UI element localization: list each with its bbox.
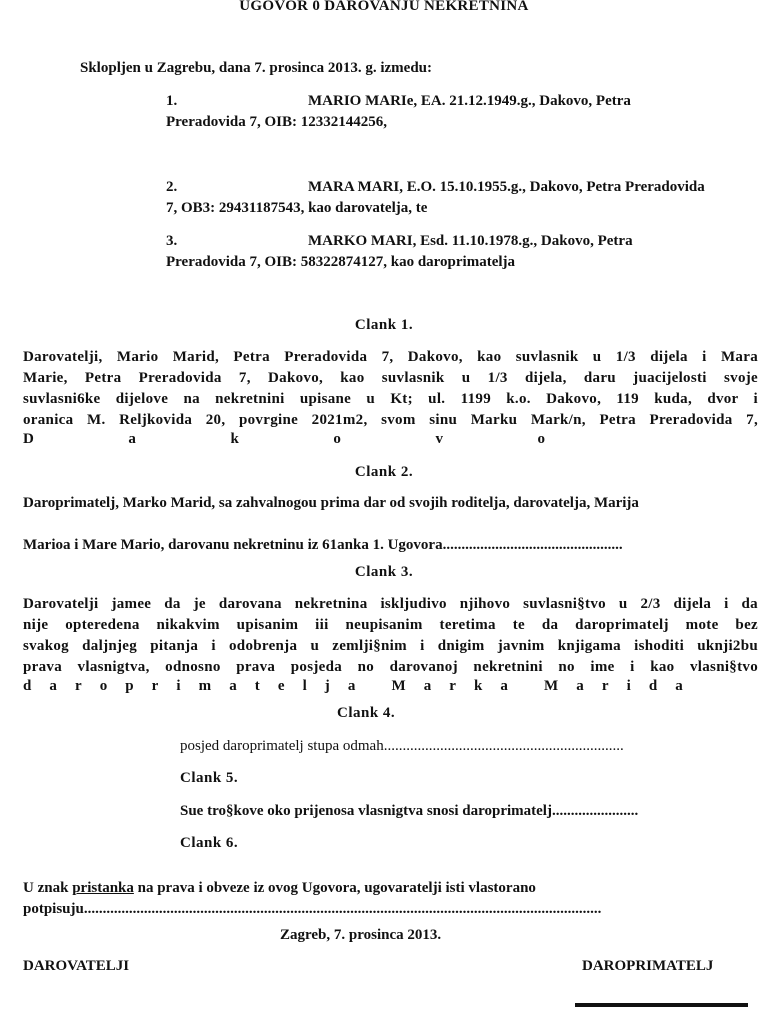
- article-1-line: oranica M. Reljkovida 20, povrgine 2021m2, svom sinu Marku Mark/n, Petra Preradovida 7,: [23, 412, 758, 428]
- closing-text: U znak: [23, 880, 73, 896]
- article-2-heading: Clank 2.: [354, 464, 414, 480]
- spread-letter: i: [626, 678, 631, 694]
- article-1-line: suvlasni6ke dijelove na nekretnini upisane u Kt; ul. 1199 k.o. Dakovo, 119 kuda, dvor i: [23, 391, 758, 407]
- article-5-text: Sue tro§kove oko prijenosa vlasnigtva snosi daroprimatelj.......................: [180, 803, 639, 819]
- article-3-line: nije opteredena nikakvim upisanim iii neupisanim teretima te da daroprimatelj mote bez: [23, 617, 758, 633]
- spread-letter: o: [333, 431, 341, 447]
- party-number: 3.: [166, 233, 178, 249]
- spread-letter: r: [74, 678, 82, 694]
- article-1-line: Marie, Petra Preradovida 7, Dakovo, kao suvlasnik u 1/3 dijela, daru juacijelosti svoje: [23, 370, 758, 386]
- party-line: MARA MARI, E.O. 15.10.1955.g., Dakovo, Petra Preradovida: [308, 179, 705, 195]
- spread-letter: d: [648, 678, 658, 694]
- spread-letter: r: [449, 678, 456, 694]
- article-1-line: Darovatelji, Mario Marid, Petra Preradovida 7, Dakovo, kao suvlasnik u 1/3 dijela i Mara: [23, 349, 758, 365]
- spread-letter: a: [347, 678, 356, 694]
- spread-letter: v: [435, 431, 443, 447]
- document-title: UGOVOR 0 DAROVANJU NEKRETNINA: [239, 0, 529, 14]
- party-1: [166, 91, 756, 133]
- article-3-heading: Clank 3.: [354, 564, 414, 580]
- signature-line: [575, 1003, 748, 1007]
- intro-text: Sklopljen u Zagrebu, dana 7. prosinca 2013. g. izmedu:: [80, 60, 433, 76]
- spread-letter: a: [229, 678, 237, 694]
- closing-underlined-word: pristanka: [72, 880, 134, 896]
- spread-letter: d: [23, 678, 32, 694]
- place-date: Zagreb, 7. prosinca 2013.: [280, 927, 442, 943]
- spread-letter: m: [198, 678, 212, 694]
- spread-letter: t: [254, 678, 260, 694]
- closing-line: [23, 880, 536, 897]
- spread-letter: j: [324, 678, 330, 694]
- article-4-heading: Clank 4.: [337, 705, 396, 721]
- spread-letter: M: [544, 678, 559, 694]
- spread-letter: e: [277, 678, 285, 694]
- article-2-line: Marioa i Mare Mario, darovanu nekretninu iz 61anka 1. Ugovora................................................: [23, 537, 623, 553]
- closing-text: na prava i obveze iz ovog Ugovora, ugovaratelji isti vlastorano: [133, 880, 536, 896]
- article-4-text: posjed daroprimatelj stupa odmah................................................................: [180, 738, 624, 754]
- article-5-heading: Clank 5.: [180, 770, 239, 786]
- article-1-spread-word: [23, 431, 545, 448]
- party-line: Preradovida 7, OIB: 58322874127, kao daroprimatelja: [166, 254, 516, 270]
- closing-line: potpisuju..........................................................................................................................................: [23, 901, 602, 917]
- spread-letter: o: [537, 431, 545, 447]
- spread-letter: p: [125, 678, 134, 694]
- spread-letter: a: [576, 678, 584, 694]
- party-line: Preradovida 7, OIB: 12332144256,: [166, 114, 387, 130]
- article-3-line: prava vlasnigtva, odnosno prava posjeda no darovanoj nekretnini no ime i kao vlasni§tvo: [23, 659, 758, 675]
- article-2-line: Daroprimatelj, Marko Marid, sa zahvalnogou prima dar od svojih roditelja, darovatelja, Marija: [23, 495, 639, 511]
- spread-letter: a: [49, 678, 57, 694]
- signature-label-donors: DAROVATELJI: [23, 958, 130, 974]
- spread-letter: a: [128, 431, 136, 447]
- party-line: MARKO MARI, Esd. 11.10.1978.g., Dakovo, Petra: [308, 233, 633, 249]
- spread-letter: D: [23, 431, 34, 447]
- spread-letter: k: [230, 431, 239, 447]
- spread-letter: o: [99, 678, 108, 694]
- party-line: 7, OB3: 29431187543, kao darovatelja, te: [166, 200, 428, 216]
- article-6-heading: Clank 6.: [180, 835, 239, 851]
- spread-letter: M: [391, 678, 406, 694]
- spread-letter: k: [474, 678, 483, 694]
- spread-letter: l: [302, 678, 307, 694]
- party-3: [166, 231, 756, 273]
- party-number: 1.: [166, 93, 178, 109]
- party-number: 2.: [166, 179, 178, 195]
- article-3-line: Darovatelji jamee da je darovana nekretnina iskljudivo njihovo suvlasni§tvo u 2/3 dijela i da: [23, 596, 758, 612]
- party-line: MARIO MARIe, EA. 21.12.1949.g., Dakovo, Petra: [308, 93, 631, 109]
- spread-letter: r: [151, 678, 159, 694]
- article-1-heading: Clank 1.: [354, 317, 414, 333]
- article-3-line: svakog daljnjeg pitanja i odobrenja u zemlji§nim i dnigim javnim knjigama ishoditi uknji2bu: [23, 638, 758, 654]
- article-3-spread-words: [23, 678, 683, 695]
- spread-letter: i: [176, 678, 181, 694]
- spread-letter: a: [675, 678, 683, 694]
- spread-letter: a: [423, 678, 432, 694]
- signature-label-recipient: DAROPRIMATELJ: [582, 958, 714, 974]
- party-2: [166, 177, 756, 219]
- spread-letter: r: [601, 678, 609, 694]
- spread-letter: a: [500, 678, 508, 694]
